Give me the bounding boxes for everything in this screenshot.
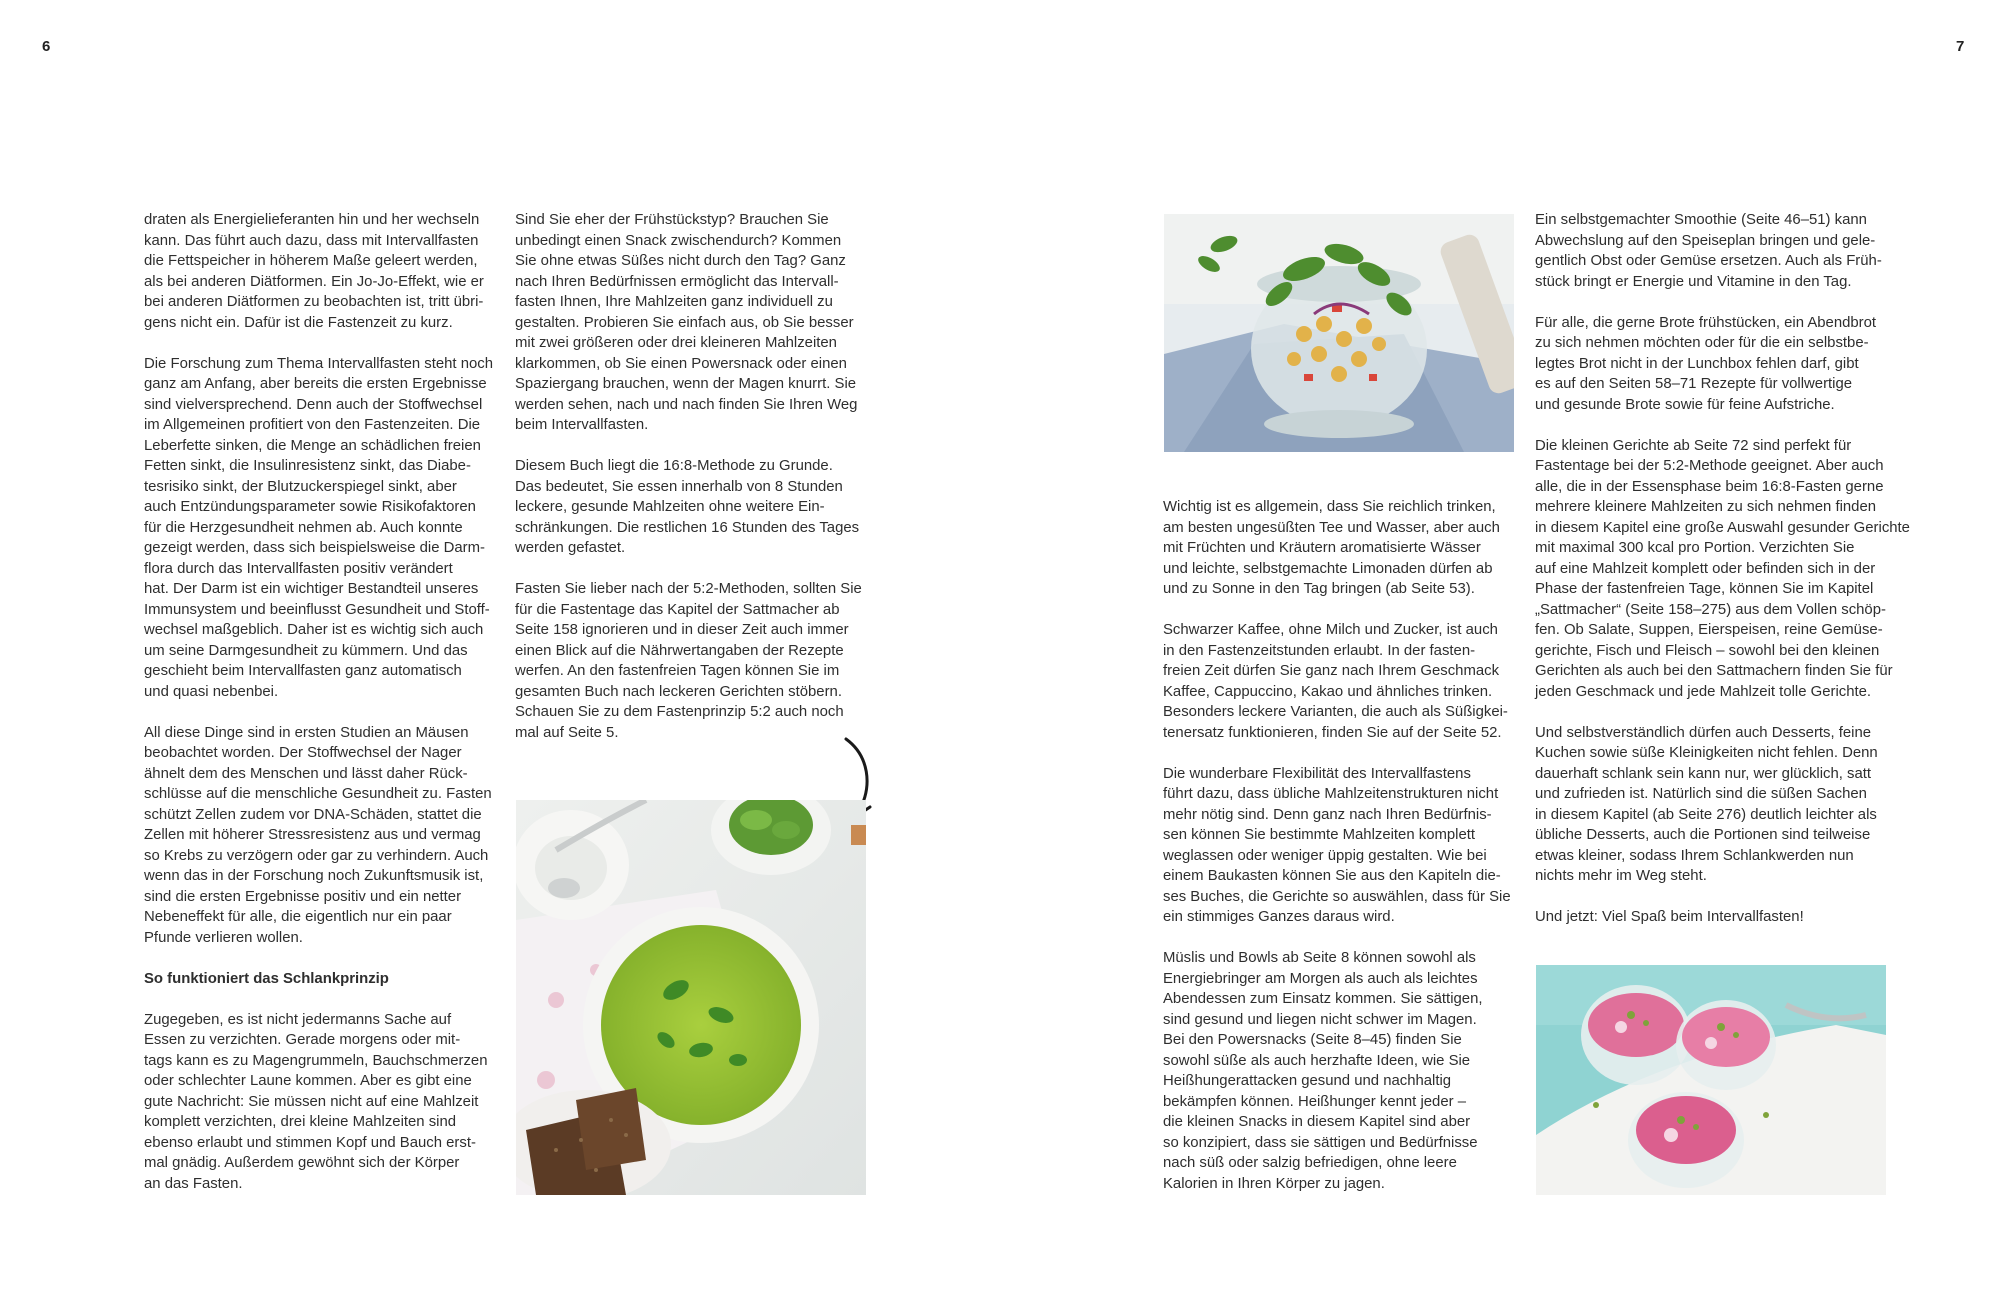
text-line: Fasten Sie lieber nach der 5:2-Methoden, sollten Sie bbox=[515, 581, 862, 597]
chickpea-salad-photo bbox=[1164, 214, 1514, 452]
text-line: Immunsystem und beeinflusst Gesundheit und Stoff- bbox=[144, 601, 490, 618]
text-line: Kalorien in Ihren Körper zu jagen. bbox=[1163, 1175, 1385, 1192]
text-line: tesrisiko sinkt, der Blutzuckerspiegel sinkt, aber bbox=[144, 478, 457, 495]
text-line: die Fettspeicher in höherem Maße geleert werden, bbox=[144, 253, 478, 269]
text-line: Heißhungerattacken gesund und nachhaltig bbox=[1163, 1073, 1452, 1089]
text-line: Kaffee, Cappuccino, Kakao und ähnliches trinken. bbox=[1163, 683, 1493, 700]
text-line: Das bedeutet, Sie essen innerhalb von 8 Stunden bbox=[515, 478, 843, 495]
text-line: fasten Ihnen, Ihre Mahlzeiten ganz individuell zu bbox=[515, 294, 833, 310]
text-line: All diese Dinge sind in ersten Studien an Mäusen bbox=[144, 724, 469, 741]
page-number-left: 6 bbox=[42, 38, 51, 55]
text-line: dauerhaft schlank sein kann nur, wer glücklich, satt bbox=[1535, 765, 1872, 782]
text-line: schlüsse auf die menschliche Gesundheit zu. Fasten bbox=[144, 786, 492, 802]
text-line: Abendessen zum Einsatz kommen. Sie sättigen, bbox=[1163, 991, 1483, 1007]
text-line: Zugegeben, es ist nicht jedermanns Sache auf bbox=[144, 1011, 452, 1028]
text-line: im Allgemeinen profitiert von den Fastenzeiten. Die bbox=[144, 417, 481, 433]
text-line: Pfunde verlieren wollen. bbox=[144, 929, 303, 946]
text-line: und gesunde Brote sowie für feine Aufstriche. bbox=[1535, 396, 1835, 413]
text-line: und zufrieden ist. Natürlich sind die süßen Sachen bbox=[1535, 786, 1867, 802]
paragraph bbox=[1535, 210, 1885, 292]
text-line: Bei den Powersnacks (Seite 8–45) finden Sie bbox=[1163, 1032, 1462, 1048]
text-line: als bei anderen Diätformen. Ein Jo-Jo-Effekt, wie er bbox=[144, 273, 484, 290]
text-line: Besonders leckere Varianten, die auch als Süßigkei- bbox=[1163, 704, 1508, 720]
text-column-4 bbox=[1535, 210, 1910, 948]
text-line: Gerichten als auch bei den Sattmachern finden Sie für bbox=[1535, 663, 1893, 679]
text-line: freien Zeit dürfen Sie ganz nach Ihrem Geschmack bbox=[1163, 663, 1500, 679]
text-column-1 bbox=[144, 210, 494, 1215]
text-line: Kuchen sowie süße Kleinigkeiten nicht fehlen. Denn bbox=[1535, 745, 1878, 761]
text-line: übliche Desserts, auch die Portionen sind teilweise bbox=[1535, 827, 1871, 843]
text-line: schränkungen. Die restlichen 16 Stunden des Tages bbox=[515, 519, 860, 536]
berry-dessert-photo bbox=[1536, 965, 1886, 1195]
text-line: es auf den Seiten 58–71 Rezepte für vollwertige bbox=[1535, 376, 1853, 392]
paragraph bbox=[144, 354, 494, 703]
text-line: Leberfette sinken, die Menge an schädlichen freien bbox=[144, 437, 481, 454]
text-line: ses Buches, die Gerichte so auswählen, dass für Sie bbox=[1163, 888, 1511, 905]
text-line: auf eine Mahlzeit komplett oder befinden sich in der bbox=[1535, 560, 1876, 577]
text-line: alle, die in der Essensphase beim 16:8-Fasten gerne bbox=[1535, 478, 1884, 495]
text-line: mit Früchten und Kräutern aromatisierte Wässer bbox=[1163, 540, 1481, 556]
text-line: um seine Darmgesundheit zu kümmern. Und das bbox=[144, 642, 468, 659]
text-line: wechsel maßgeblich. Daher ist es wichtig sich auch bbox=[144, 622, 484, 638]
text-line: an das Fasten. bbox=[144, 1175, 243, 1192]
paragraph bbox=[1163, 497, 1513, 600]
soup-photo bbox=[516, 800, 866, 1195]
paragraph bbox=[144, 210, 494, 333]
text-line: gute Nachricht: Sie müssen nicht auf eine Mahlzeit bbox=[144, 1093, 479, 1110]
text-line: gerichte, Fisch und Fleisch – sowohl bei den kleinen bbox=[1535, 642, 1880, 659]
text-line: mit zwei größeren oder drei kleineren Mahlzeiten bbox=[515, 335, 837, 351]
section-heading: So funktioniert das Schlankprinzip bbox=[144, 970, 389, 987]
text-line: Nebeneffekt für alle, die eigentlich nur ein paar bbox=[144, 909, 452, 925]
text-line: ganz am Anfang, aber bereits die ersten Ergebnisse bbox=[144, 376, 487, 392]
text-line: bei anderen Diätformen zu beobachten ist, tritt übri- bbox=[144, 294, 484, 310]
text-line: sowohl süße als auch herzhafte Ideen, wie Sie bbox=[1163, 1052, 1471, 1069]
text-line: sind gesund und liegen nicht schwer im Magen. bbox=[1163, 1011, 1477, 1028]
text-line: gentlich Obst oder Gemüse ersetzen. Auch als Früh- bbox=[1535, 253, 1882, 269]
text-line: komplett verzichten, drei kleine Mahlzeiten sind bbox=[144, 1114, 457, 1130]
text-line: führt dazu, dass übliche Mahlzeitenstrukturen nicht bbox=[1163, 786, 1499, 802]
text-line: Energiebringer am Morgen als auch als leichtes bbox=[1163, 970, 1478, 987]
text-line: und quasi nebenbei. bbox=[144, 683, 279, 700]
text-line: Die wunderbare Flexibilität des Intervallfastens bbox=[1163, 765, 1471, 782]
text-line: einem Baukasten können Sie aus den Kapiteln die- bbox=[1163, 868, 1501, 884]
text-line: etwas kleiner, sodass Ihrem Schlankwerden nun bbox=[1535, 847, 1854, 864]
text-line: Phase der fastenfreien Tage, können Sie im Kapitel bbox=[1535, 581, 1874, 597]
text-line: für die Fastentage das Kapitel der Sattmacher ab bbox=[515, 601, 840, 618]
text-line: klarkommen, ob Sie einen Powersnack oder einen bbox=[515, 355, 847, 372]
text-line: gens nicht ein. Dafür ist die Fastenzeit zu kurz. bbox=[144, 314, 453, 331]
text-line: so konzipiert, dass sie sättigen und Bedürfnisse bbox=[1163, 1134, 1478, 1151]
text-line: so Krebs zu verzögern oder gar zu verhindern. Auch bbox=[144, 847, 489, 864]
text-line: flora durch das Intervallfasten positiv verändert bbox=[144, 560, 453, 577]
text-line: werden sehen, nach und nach finden Sie Ihren Weg bbox=[515, 396, 858, 413]
paragraph bbox=[1535, 436, 1910, 703]
text-line: gestalten. Probieren Sie einfach aus, ob Sie besser bbox=[515, 314, 854, 331]
text-line: mehr nötig sind. Denn ganz nach Ihren Bedürfnis- bbox=[1163, 806, 1492, 823]
text-line: einen Blick auf die Nährwertangaben der Rezepte bbox=[515, 642, 844, 659]
text-line: mehrere kleinere Mahlzeiten zu sich nehmen finden bbox=[1535, 499, 1877, 515]
text-line: werfen. An den fastenfreien Tagen können Sie im bbox=[515, 663, 840, 679]
text-line: tenersatz funktionieren, finden Sie auf der Seite 52. bbox=[1163, 724, 1502, 741]
text-line: Müslis und Bowls ab Seite 8 können sowohl als bbox=[1163, 950, 1476, 966]
text-line: mal gnädig. Außerdem gewöhnt sich der Körper bbox=[144, 1155, 460, 1171]
text-line: unbedingt einen Snack zwischendurch? Kommen bbox=[515, 232, 842, 249]
text-line: in diesem Kapitel (ab Seite 276) deutlich leichter als bbox=[1535, 806, 1877, 823]
text-line: tags kann es zu Magengrummeln, Bauchschmerzen bbox=[144, 1052, 488, 1069]
text-line: Schauen Sie zu dem Fastenprinzip 5:2 auch noch bbox=[515, 704, 844, 720]
text-line: leckere, gesunde Mahlzeiten ohne weitere Ein- bbox=[515, 499, 825, 515]
paragraph bbox=[1163, 764, 1513, 928]
paragraph bbox=[144, 1010, 494, 1195]
text-line: und zu Sonne in den Tag bringen (ab Seite 53). bbox=[1163, 581, 1475, 597]
text-line: Und selbstverständlich dürfen auch Desserts, feine bbox=[1535, 724, 1872, 741]
text-column-3 bbox=[1163, 497, 1513, 1215]
text-line: nach Ihren Bedürfnissen ermöglicht das Intervall- bbox=[515, 273, 839, 290]
paragraph bbox=[1535, 313, 1885, 416]
text-line: Schwarzer Kaffee, ohne Milch und Zucker, ist auch bbox=[1163, 622, 1498, 638]
text-line: Und jetzt: Viel Spaß beim Intervallfasten! bbox=[1535, 909, 1804, 925]
paragraph bbox=[515, 579, 865, 743]
page-number-right: 7 bbox=[1956, 38, 1965, 55]
text-line: Wichtig ist es allgemein, dass Sie reichlich trinken, bbox=[1163, 499, 1496, 515]
text-line: nach süß oder salzig befriedigen, ohne leere bbox=[1163, 1155, 1457, 1171]
text-line: sind die ersten Ergebnisse positiv und ein netter bbox=[144, 888, 462, 905]
text-line: und leichte, selbstgemachte Limonaden dürfen ab bbox=[1163, 560, 1493, 577]
text-line: hat. Der Darm ist ein wichtiger Bestandteil unseres bbox=[144, 581, 479, 597]
text-line: am besten ungesüßten Tee und Wasser, aber auch bbox=[1163, 519, 1500, 536]
text-line: beobachtet worden. Der Stoffwechsel der Nager bbox=[144, 745, 462, 761]
text-line: auch Entzündungsparameter sowie Risikofaktoren bbox=[144, 499, 476, 515]
paragraph bbox=[1535, 907, 1885, 928]
text-line: fen. Ob Salate, Suppen, Eierspeisen, reine Gemüse- bbox=[1535, 622, 1883, 638]
paragraph bbox=[1163, 620, 1513, 743]
text-line: sen können Sie bestimmte Mahlzeiten komplett bbox=[1163, 827, 1476, 843]
text-line: Ein selbstgemachter Smoothie (Seite 46–51) kann bbox=[1535, 212, 1867, 228]
text-line: Die Forschung zum Thema Intervallfasten steht noch bbox=[144, 355, 493, 372]
text-line: geschieht beim Intervallfasten ganz automatisch bbox=[144, 663, 462, 679]
text-line: wenn das in der Forschung noch Zukunftsmusik ist, bbox=[144, 868, 484, 884]
text-line: Diesem Buch liegt die 16:8-Methode zu Grunde. bbox=[515, 458, 833, 474]
text-line: in diesem Kapitel eine große Auswahl gesunder Gerichte bbox=[1535, 519, 1910, 536]
text-line: nichts mehr im Weg steht. bbox=[1535, 868, 1707, 884]
paragraph bbox=[1535, 723, 1885, 887]
text-line: legtes Brot nicht in der Lunchbox fehlen darf, gibt bbox=[1535, 355, 1859, 372]
text-line: die kleinen Snacks in diesem Kapitel sind aber bbox=[1163, 1114, 1471, 1130]
text-line: beim Intervallfasten. bbox=[515, 417, 649, 433]
text-line: werden gefastet. bbox=[515, 540, 626, 556]
text-line: oder schlechter Laune kommen. Aber es gibt eine bbox=[144, 1073, 472, 1089]
text-line: stück bringt er Energie und Vitamine in den Tag. bbox=[1535, 273, 1852, 290]
text-line: gesamten Buch nach leckeren Gerichten stöbern. bbox=[515, 683, 842, 700]
text-line: zu sich nehmen möchten oder für die ein selbstbe- bbox=[1535, 335, 1869, 351]
text-line: weglassen oder weniger üppig gestalten. Wie bei bbox=[1163, 847, 1487, 864]
text-line: Die kleinen Gerichte ab Seite 72 sind perfekt für bbox=[1535, 437, 1852, 454]
paragraph bbox=[515, 210, 865, 436]
text-line: ähnelt dem des Menschen und lässt daher Rück- bbox=[144, 765, 468, 782]
text-line: „Sattmacher“ (Seite 158–275) aus dem Vollen schöp- bbox=[1535, 601, 1886, 618]
text-line: draten als Energielieferanten hin und her wechseln bbox=[144, 212, 480, 228]
text-line: gezeigt werden, dass sich beispielsweise die Darm- bbox=[144, 540, 485, 556]
text-line: Zellen mit höherer Stressresistenz aus und vermag bbox=[144, 827, 481, 843]
paragraph bbox=[1163, 948, 1513, 1194]
text-line: Fetten sinkt, die Insulinresistenz sinkt, das Diabe- bbox=[144, 458, 471, 474]
text-line: sind vielversprechend. Denn auch der Stoffwechsel bbox=[144, 396, 483, 413]
text-line: Fastentage bei der 5:2-Methode geeignet. Aber auch bbox=[1535, 458, 1884, 474]
text-line: Sie ohne etwas Süßes nicht durch den Tag? Ganz bbox=[515, 253, 846, 269]
paragraph bbox=[144, 723, 494, 949]
text-line: schützt Zellen zudem vor DNA-Schäden, stattet die bbox=[144, 806, 482, 823]
text-line: Abwechslung auf den Speiseplan bringen und gele- bbox=[1535, 232, 1876, 249]
text-line: in den Fastenzeitstunden erlaubt. In der fasten- bbox=[1163, 642, 1476, 659]
text-line: Essen zu verzichten. Gerade morgens oder mit- bbox=[144, 1032, 461, 1048]
text-line: für die Herzgesundheit nehmen ab. Auch konnte bbox=[144, 519, 463, 536]
text-line: Seite 158 ignorieren und in dieser Zeit auch immer bbox=[515, 622, 849, 638]
text-line: mit maximal 300 kcal pro Portion. Verzichten Sie bbox=[1535, 540, 1855, 556]
text-line: bekämpfen können. Heißhunger kennt jeder – bbox=[1163, 1093, 1466, 1110]
text-line: Sind Sie eher der Frühstückstyp? Brauchen Sie bbox=[515, 212, 829, 228]
text-line: ein stimmiges Ganzes daraus wird. bbox=[1163, 909, 1395, 925]
text-line: mal auf Seite 5. bbox=[515, 724, 619, 741]
text-line: kann. Das führt auch dazu, dass mit Intervallfasten bbox=[144, 232, 479, 249]
text-line: ebenso erlaubt und stimmen Kopf und Bauch erst- bbox=[144, 1134, 476, 1151]
text-line: jeden Geschmack und jede Mahlzeit tolle Gerichte. bbox=[1535, 683, 1872, 700]
text-line: Spaziergang brauchen, wenn der Magen knurrt. Sie bbox=[515, 376, 857, 392]
paragraph bbox=[515, 456, 865, 559]
text-column-2 bbox=[515, 210, 865, 764]
text-line: Für alle, die gerne Brote frühstücken, ein Abendbrot bbox=[1535, 314, 1877, 331]
